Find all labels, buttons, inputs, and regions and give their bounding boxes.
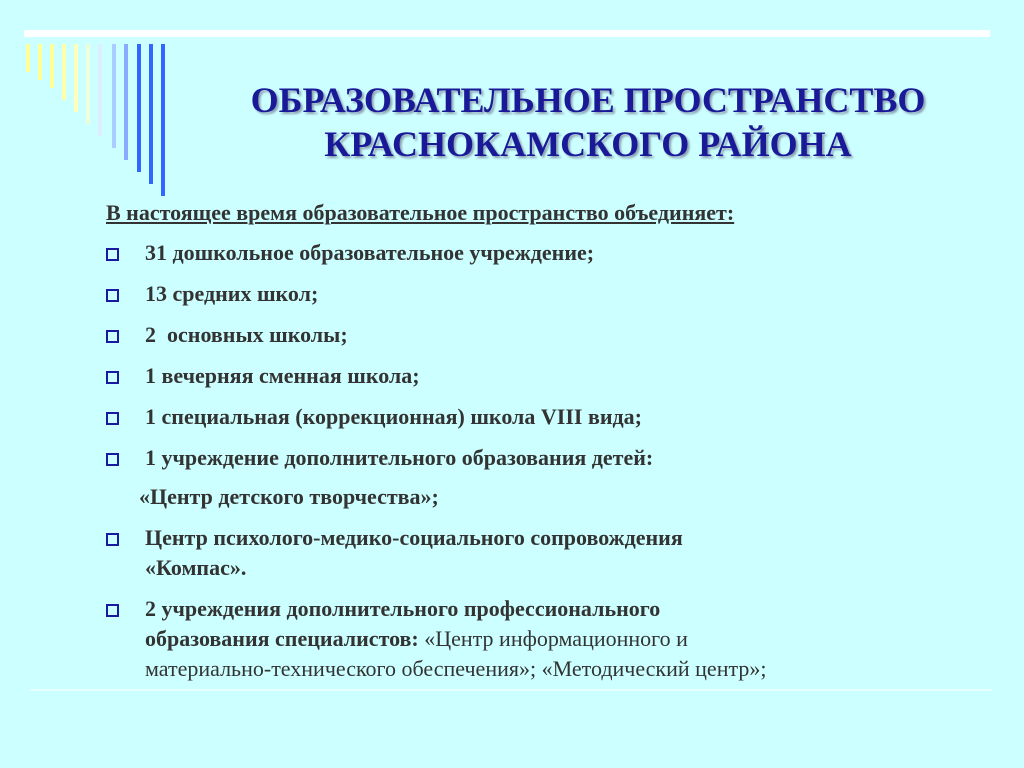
list-item-text: 1 учреждение дополнительного образования детей: [145, 445, 654, 470]
square-bullet-icon [106, 533, 119, 546]
square-bullet-icon [106, 330, 119, 343]
institutions-list [106, 238, 986, 695]
stripe [137, 44, 141, 172]
stripe [86, 44, 90, 124]
last-normal-line-2: «Центр информационного и [418, 626, 688, 651]
top-rule [24, 30, 990, 37]
stripe [149, 44, 153, 184]
bottom-rule [30, 689, 992, 691]
list-item [106, 443, 986, 473]
title-line-2: КРАСНОКАМСКОГО РАЙОНА [324, 124, 852, 164]
square-bullet-icon [106, 412, 119, 425]
square-bullet-icon [106, 604, 119, 617]
list-item [106, 238, 986, 268]
sub-item-text: «Центр детского творчества»; [139, 484, 439, 509]
stripe [124, 44, 128, 160]
square-bullet-icon [106, 371, 119, 384]
title-line-1: ОБРАЗОВАТЕЛЬНОЕ ПРОСТРАНСТВО [250, 80, 926, 120]
list-item [106, 523, 986, 583]
list-item-text: 31 дошкольное образовательное учреждение; [145, 240, 595, 265]
list-item [106, 402, 986, 432]
list-item [106, 279, 986, 309]
list-item [106, 594, 986, 684]
list-item-text: 2 основных школы; [145, 322, 348, 347]
stripe [26, 44, 30, 72]
last-bold-line-1: 2 учреждения дополнительного профессионального [145, 596, 661, 621]
center-line-1: Центр психолого-медико-социального сопровождения [145, 525, 683, 550]
square-bullet-icon [106, 453, 119, 466]
square-bullet-icon [106, 289, 119, 302]
stripe [62, 44, 66, 100]
list-item [106, 361, 986, 391]
stripe [74, 44, 78, 112]
list-item [106, 320, 986, 350]
list-item-text: 1 вечерняя сменная школа; [145, 363, 420, 388]
square-bullet-icon [106, 248, 119, 261]
last-bold-line-2: образования специалистов: [145, 626, 419, 651]
list-item-text: 1 специальная (коррекционная) школа VIII вида; [145, 404, 642, 429]
stripe [38, 44, 42, 80]
center-line-2: «Компас». [145, 555, 247, 580]
list-item-text: 13 средних школ; [145, 281, 319, 306]
last-normal-line-3: материально-технического обеспечения»; «Методический центр»; [145, 656, 767, 681]
stripe [98, 44, 102, 136]
stripe [112, 44, 116, 148]
stripe [50, 44, 54, 88]
sub-list-item [106, 482, 986, 512]
intro-text: В настоящее время образовательное пространство объединяет: [106, 200, 735, 225]
slide-title [160, 78, 1016, 166]
